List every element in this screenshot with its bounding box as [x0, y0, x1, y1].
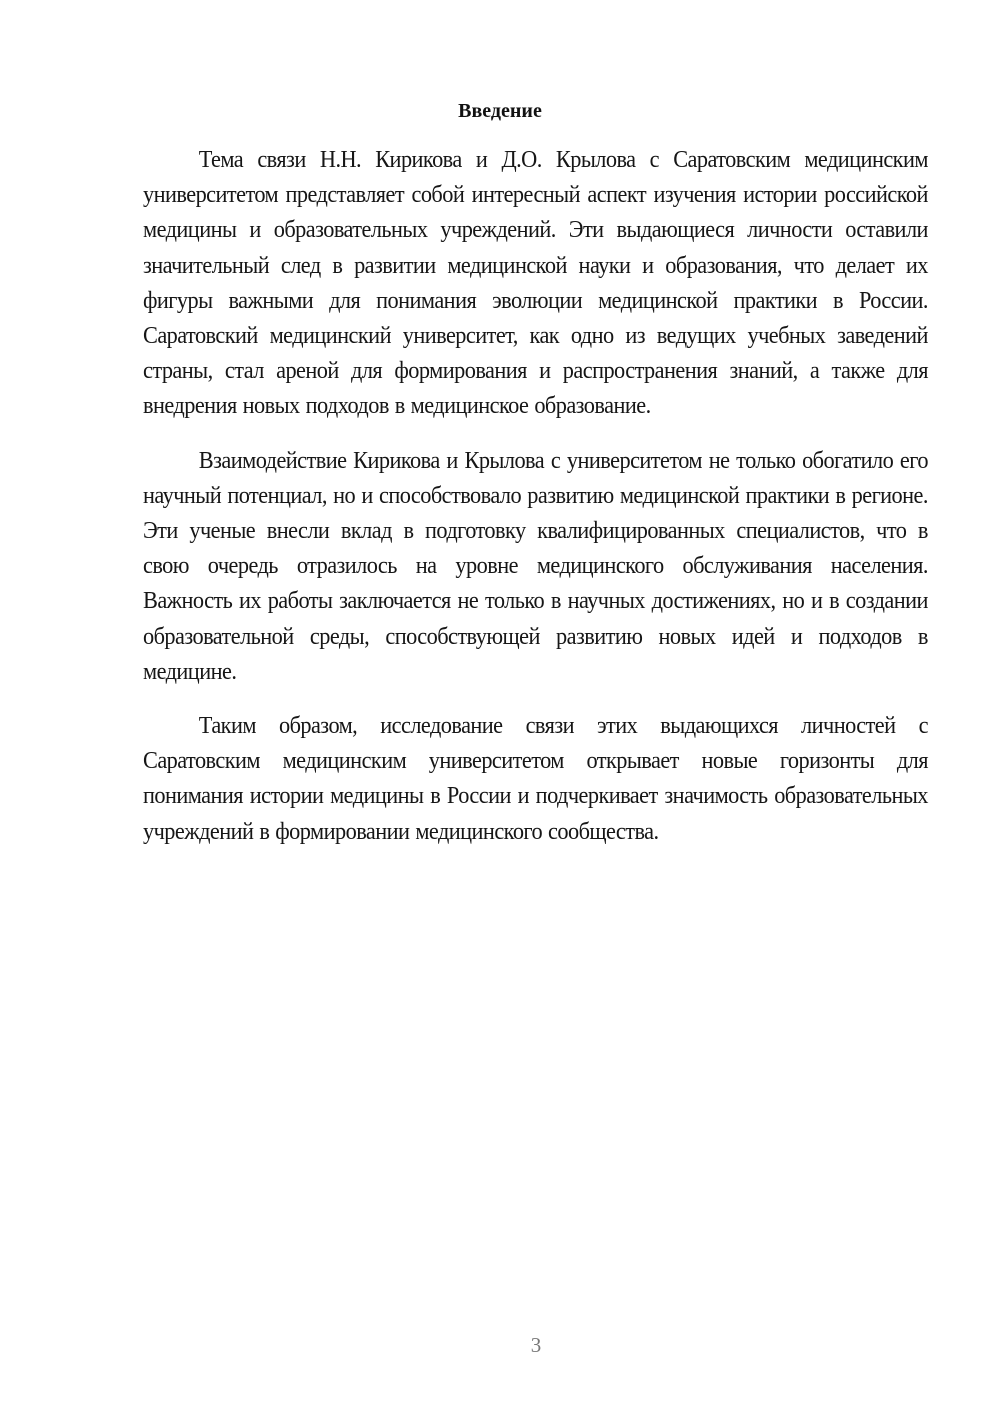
- body-text: [143, 143, 928, 869]
- paragraph-2: Взаимодействие Кирикова и Крылова с университетом не только обогатило его научный потенциал, но и способствовало развитию медицинской практики в регионе. Эти ученые внесли вклад в подготовку квалифицированных специалистов, что в свою очередь отразилось на уровне медицинского обслуживания населения. Важность их работы заключается не только в научных достижениях, но и в создании образовательной среды, способствующей развитию новых идей и подходов в медицине.: [143, 447, 928, 685]
- page-number: 3: [530, 1333, 542, 1357]
- section-title: Введение: [458, 100, 542, 122]
- paragraph-1: Тема связи Н.Н. Кирикова и Д.О. Крылова с Саратовским медицинским университетом представляет собой интересный аспект изучения истории российской медицины и образовательных учреждений. Эти выдающиеся личности оставили значительный след в развитии медицинской науки и образования, что делает их фигуры важными для понимания эволюции медицинской практики в России. Саратовский медицинский университет, как одно из ведущих учебных заведений страны, стал ареной для формирования и распространения знаний, а также для внедрения новых подходов в медицинское образование.: [143, 147, 928, 420]
- paragraph-3: Таким образом, исследование связи этих выдающихся личностей с Саратовским медицинским университетом открывает новые горизонты для понимания истории медицины в России и подчеркивает значимость образовательных учреждений в формировании медицинского сообщества.: [143, 713, 928, 845]
